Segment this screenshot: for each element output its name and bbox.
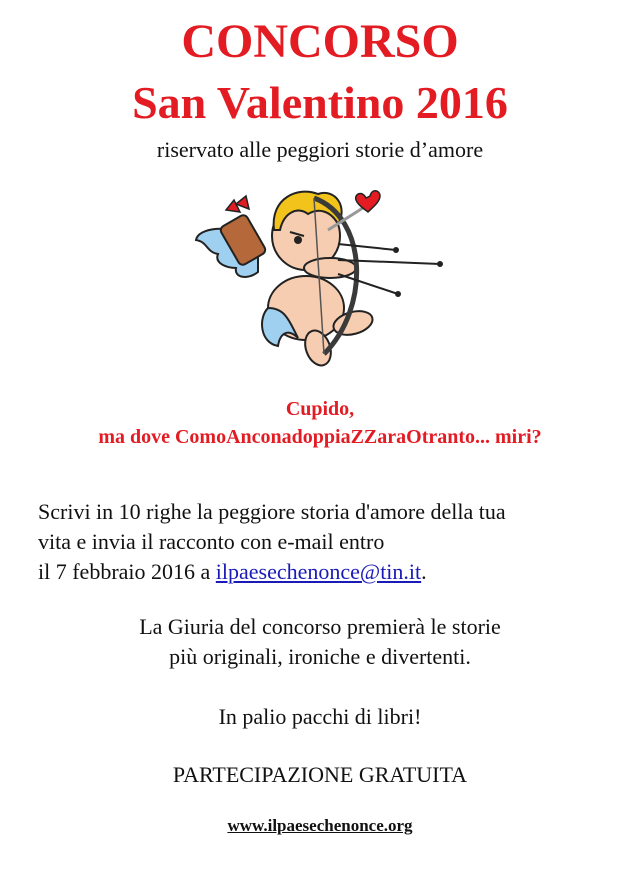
cupid-icon	[188, 168, 450, 378]
instructions-line-2: vita e invia il racconto con e-mail entro	[38, 529, 385, 554]
email-link[interactable]: ilpaesechenonce@tin.it	[215, 559, 422, 584]
title-line-2: San Valentino 2016	[132, 77, 508, 128]
subtitle: riservato alle peggiori storie d’amore	[156, 137, 484, 162]
jury-line-2: più originali, ironiche e divertenti.	[169, 644, 471, 669]
title-line-1: CONCORSO	[181, 15, 459, 68]
instructions-line-1: Scrivi in 10 righe la peggiore storia d'amore della tua	[38, 499, 506, 524]
jury-line-1: La Giuria del concorso premierà le storie	[139, 614, 501, 639]
website-link[interactable]: www.ilpaesechenonce.org	[227, 816, 413, 835]
prize-text: In palio pacchi di libri!	[218, 704, 422, 729]
instructions-line-3-prefix: il 7 febbraio 2016 a	[38, 559, 216, 584]
participation-text: PARTECIPAZIONE GRATUITA	[172, 762, 468, 787]
question-line-2: ma dove ComoAnconadoppiaZZaraOtranto... miri?	[98, 426, 542, 448]
instructions-line-3-suffix: .	[421, 559, 427, 584]
instructions-line-3	[38, 557, 427, 587]
question-line-1: Cupido,	[285, 398, 355, 420]
